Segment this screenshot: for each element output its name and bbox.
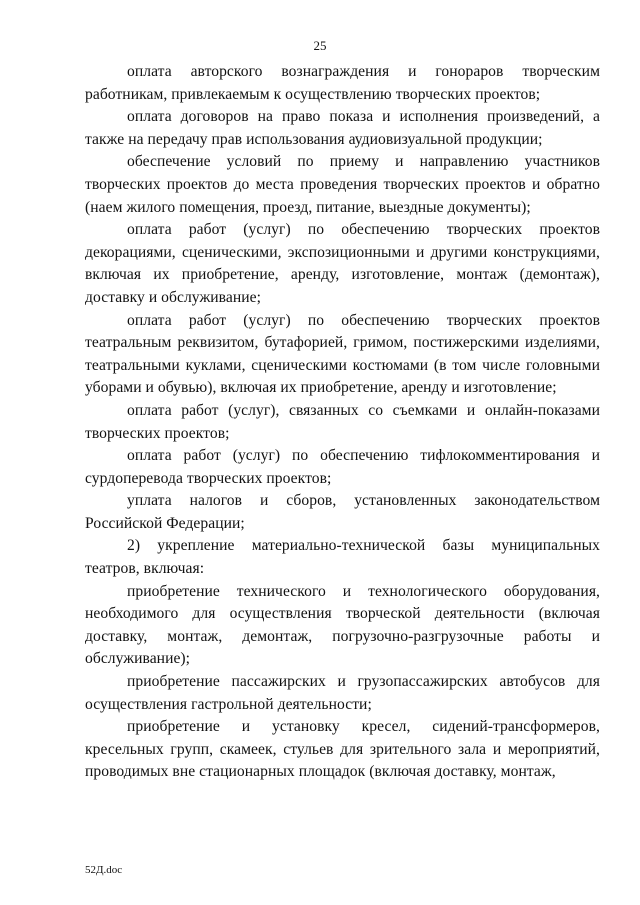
paragraph-material-base: 2) укрепление материально-технической базы муниципальных театров, включая: — [85, 537, 600, 578]
paragraph-buses: приобретение пассажирских и грузопассажирских автобусов для осуществления гастрольной деятельности; — [85, 673, 600, 713]
paragraph-participant-travel: обеспечение условий по приему и направлению участников творческих проектов до места проведения творческих проектов и обратно (наем жилого помещения, проезд, питание, выездные документы); — [85, 153, 600, 216]
paragraph-filming: оплата работ (услуг), связанных со съемками и онлайн-показами творческих проектов; — [85, 401, 600, 442]
paragraph-taxes: уплата налогов и сборов, установленных законодательством Российской Федерации; — [85, 492, 600, 532]
paragraph-seating: приобретение и установку кресел, сидений-трансформеров, кресельных групп, скамеек, стульев для зрительного зала и мероприятий, проводимых вне стационарных площадок (включая доставку, монтаж, — [85, 718, 600, 781]
paragraph-author-fees: оплата авторского вознаграждения и гонораров творческим работникам, привлекаемым к осуществлению творческих проектов; — [85, 63, 600, 103]
paragraph-props-costumes: оплата работ (услуг) по обеспечению творческих проектов театральным реквизитом, бутафорией, гримом, постижерскими изделиями, театральными куклами, сценическими костюмами (в том числе головными уборами и обувью), включая их приобретение, аренду и изготовление; — [85, 311, 600, 397]
paragraph-performance-rights: оплата договоров на право показа и исполнения произведений, а также на передачу прав использования аудиовизуальной продукции; — [85, 108, 600, 148]
paragraph-equipment: приобретение технического и технологического оборудования, необходимого для осуществления творческой деятельности (включая доставку, монтаж, демонтаж, погрузочно-разгрузочные работы и обслуживание); — [85, 582, 600, 668]
file-name-footer: 52Д.doc — [85, 864, 123, 876]
page-number: 25 — [313, 38, 327, 53]
paragraph-audio-description: оплата работ (услуг) по обеспечению тифлокомментирования и сурдоперевода творческих проектов; — [85, 447, 600, 487]
paragraph-decorations: оплата работ (услуг) по обеспечению творческих проектов декорациями, сценическими, экспозиционными и другими конструкциями, включая их приобретение, аренду, изготовление, монтаж (демонтаж), доставку и обслуживание; — [85, 221, 600, 306]
document-body — [85, 61, 600, 784]
